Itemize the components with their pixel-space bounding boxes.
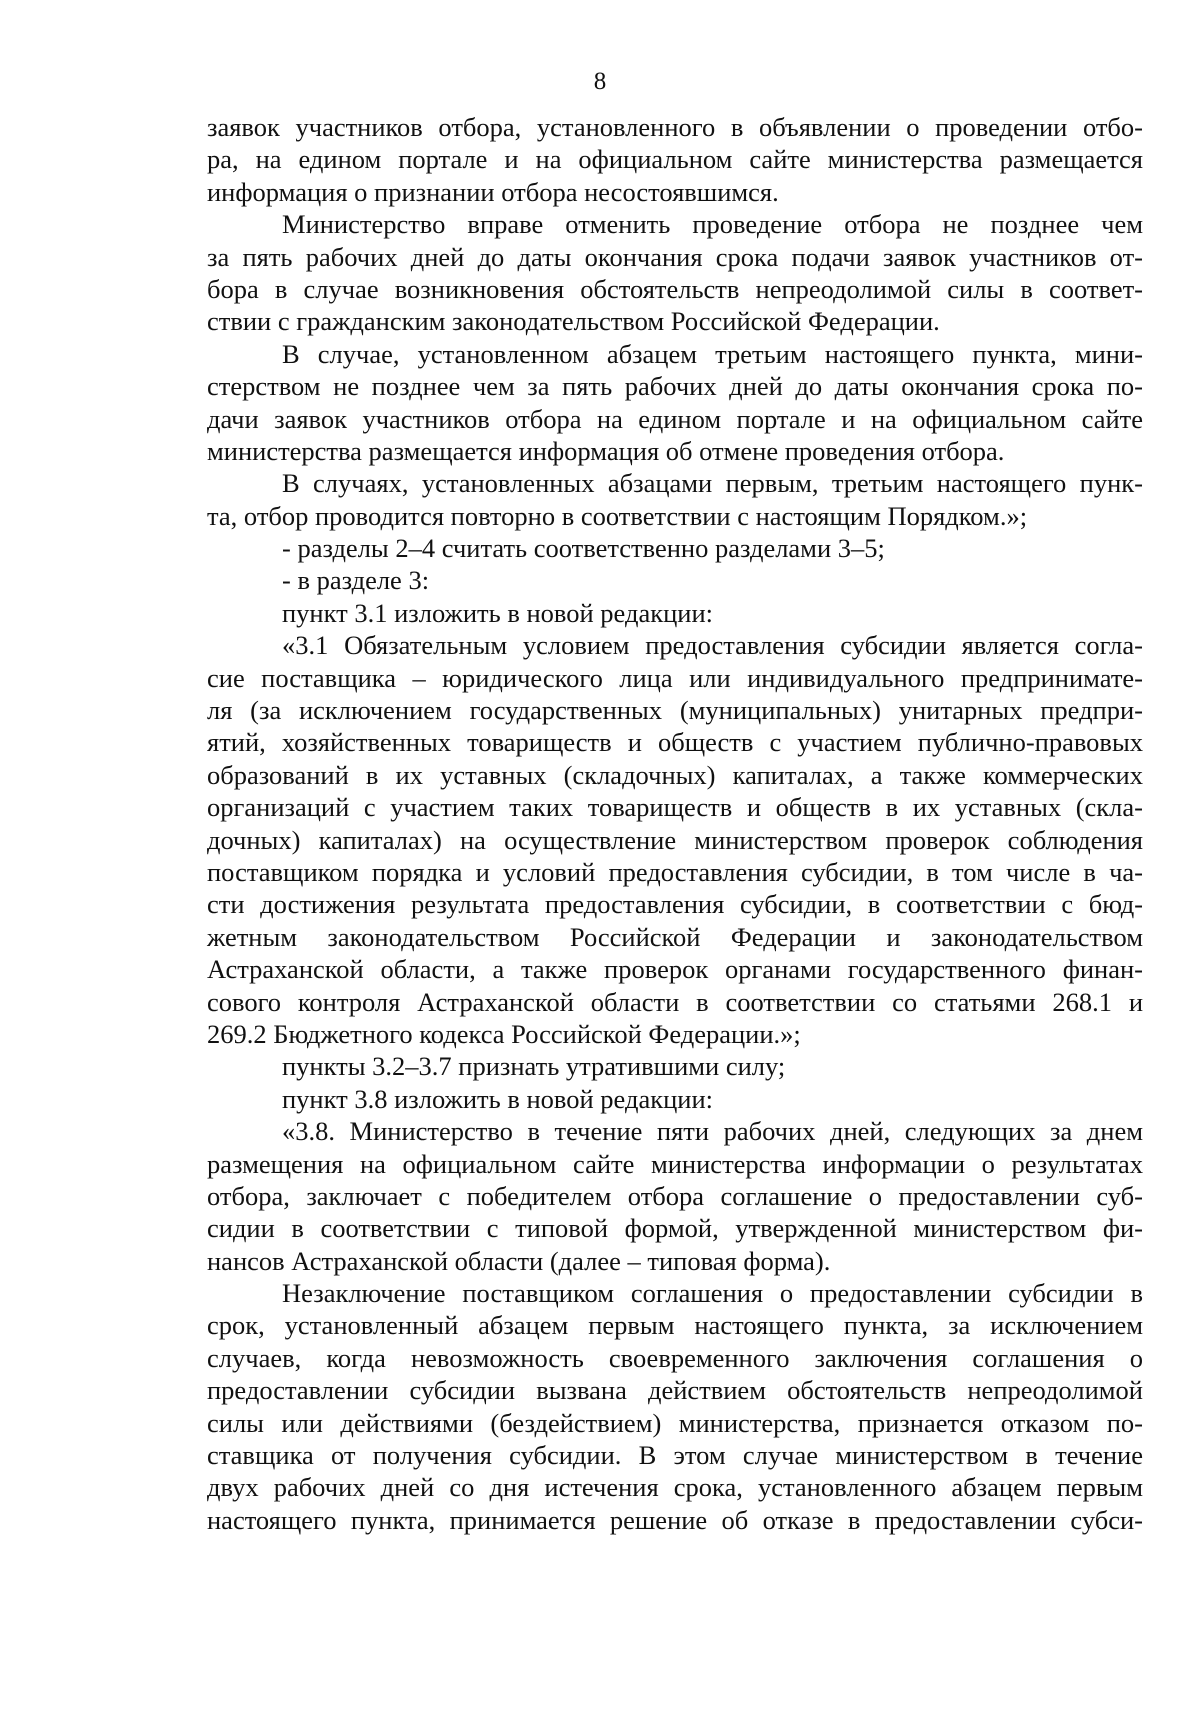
text-line: ля (за исключением государственных (муниципальных) унитарных предпри-	[207, 695, 1143, 726]
text-line: - разделы 2–4 считать соответственно разделами 3–5;	[282, 533, 885, 564]
page-number: 8	[593, 68, 607, 95]
text-line: отбора, заключает с победителем отбора соглашение о предоставлении суб-	[207, 1180, 1143, 1211]
text-line: министерства размещается информация об отмене проведения отбора.	[207, 435, 1005, 466]
text-line: В случаях, установленных абзацами первым, третьим настоящего пунк-	[282, 468, 1143, 499]
text-line: пункт 3.8 изложить в новой редакции:	[282, 1083, 713, 1114]
text-line: сидии в соответствии с типовой формой, утвержденной министерством фи-	[207, 1213, 1143, 1244]
text-line: сти достижения результата предоставления субсидии, в соответствии с бюд-	[207, 889, 1143, 920]
text-line: ствии с гражданским законодательством Российской Федерации.	[207, 306, 940, 337]
text-line: ставщика от получения субсидии. В этом случае министерством в течение	[207, 1440, 1143, 1471]
text-line: случаев, когда невозможность своевременного заключения соглашения о	[207, 1342, 1143, 1373]
text-line: предоставлении субсидии вызвана действием обстоятельств непреодолимой	[207, 1375, 1143, 1406]
text-line: размещения на официальном сайте министерства информации о результатах	[207, 1148, 1143, 1179]
text-line: заявок участников отбора, установленного в объявлении о проведении отбо-	[207, 112, 1143, 142]
text-line: 269.2 Бюджетного кодекса Российской Федерации.»;	[207, 1018, 801, 1049]
text-line: дочных) капиталах) на осуществление министерством проверок соблюдения	[207, 824, 1143, 855]
text-line: дачи заявок участников отбора на едином портале и на официальном сайте	[207, 403, 1143, 434]
text-line: срок, установленный абзацем первым настоящего пункта, за исключением	[207, 1310, 1143, 1341]
text-line: поставщиком порядка и условий предоставления субсидии, в том числе в ча-	[207, 856, 1143, 887]
text-line: пункты 3.2–3.7 признать утратившими силу;	[282, 1051, 786, 1082]
text-line: Министерство вправе отменить проведение отбора не позднее чем	[282, 209, 1143, 240]
text-line: бора в случае возникновения обстоятельств непреодолимой силы в соответ-	[207, 273, 1143, 304]
document-body	[207, 111, 1143, 1536]
text-line: «3.1 Обязательным условием предоставления субсидии является согла-	[282, 630, 1143, 661]
text-line: силы или действиями (бездействием) министерства, признается отказом по-	[207, 1407, 1143, 1438]
text-line: сие поставщика – юридического лица или индивидуального предпринимате-	[207, 662, 1143, 693]
text-line: Астраханской области, а также проверок органами государственного финан-	[207, 954, 1143, 985]
text-line: информация о признании отбора несостоявшимся.	[207, 176, 779, 207]
text-line: настоящего пункта, принимается решение об отказе в предоставлении субси-	[207, 1504, 1143, 1535]
text-line: ра, на едином портале и на официальном сайте министерства размещается	[207, 144, 1143, 175]
text-line: пункт 3.1 изложить в новой редакции:	[282, 597, 713, 628]
text-line: В случае, установленном абзацем третьим настоящего пункта, мини-	[282, 338, 1143, 369]
text-line: жетным законодательством Российской Федерации и законодательством	[207, 921, 1143, 952]
text-line: нансов Астраханской области (далее – типовая форма).	[207, 1245, 831, 1276]
text-line: сового контроля Астраханской области в соответствии со статьями 268.1 и	[207, 986, 1143, 1017]
text-line: «3.8. Министерство в течение пяти рабочих дней, следующих за днем	[282, 1116, 1143, 1147]
text-line: Незаключение поставщиком соглашения о предоставлении субсидии в	[282, 1278, 1143, 1309]
text-line: та, отбор проводится повторно в соответствии с настоящим Порядком.»;	[207, 500, 1028, 531]
text-line: организаций с участием таких товариществ и обществ в их уставных (скла-	[207, 792, 1143, 823]
text-line: стерством не позднее чем за пять рабочих дней до даты окончания срока по-	[207, 371, 1143, 402]
text-line: ятий, хозяйственных товариществ и обществ с участием публично-правовых	[207, 727, 1143, 758]
text-line: двух рабочих дней со дня истечения срока, установленного абзацем первым	[207, 1472, 1143, 1503]
text-line: образований в их уставных (складочных) капиталах, а также коммерческих	[207, 759, 1143, 790]
text-line: - в разделе 3:	[282, 565, 430, 596]
text-line: за пять рабочих дней до даты окончания срока подачи заявок участников от-	[207, 241, 1143, 272]
